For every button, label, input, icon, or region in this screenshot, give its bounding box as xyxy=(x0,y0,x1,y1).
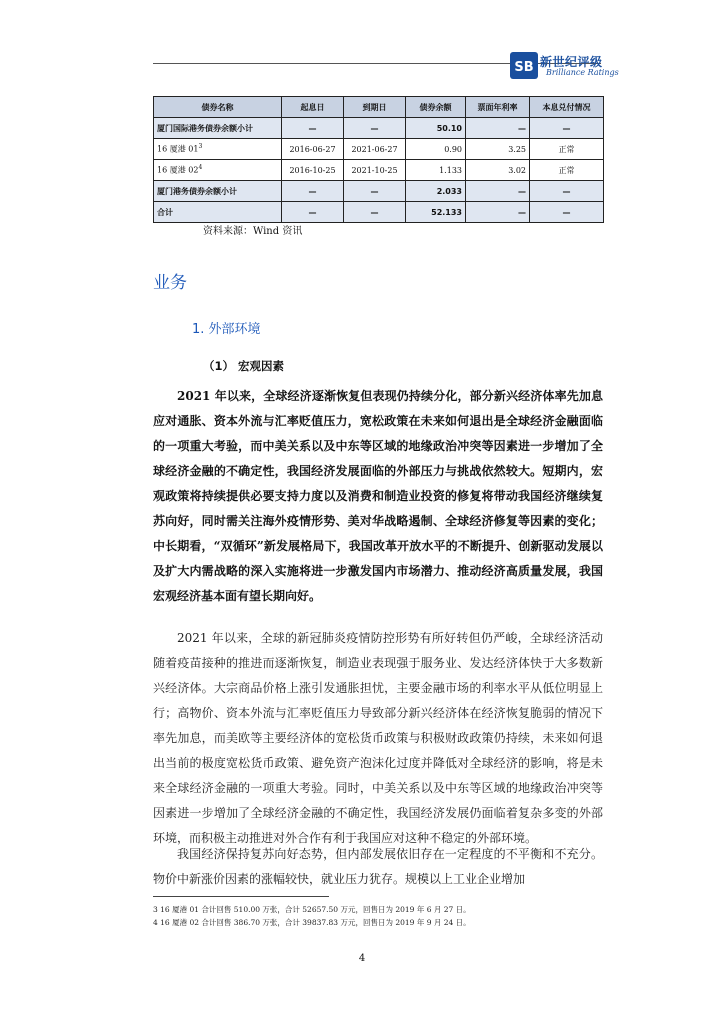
status-cell: — xyxy=(530,181,604,202)
status-cell: — xyxy=(530,202,604,223)
balance-cell: 2.033 xyxy=(406,181,466,202)
brand-logo xyxy=(510,52,619,80)
paragraph-domestic-economy: 我国经济保持复苏向好态势，但内部发展依旧存在一定程度的不平衡和不充分。物价中新涨价因素的涨幅较快，就业压力犹存。规模以上工业企业增加 xyxy=(153,847,603,886)
rate-cell: — xyxy=(466,181,530,202)
balance-cell: 52.133 xyxy=(406,202,466,223)
bond-name-cell: 厦门港务债券余额小计 xyxy=(154,181,282,202)
subsubsection-title: （1） 宏观因素 xyxy=(203,359,285,373)
end-date-cell: 2021-06-27 xyxy=(344,139,406,160)
start-date-cell: 2016-10-25 xyxy=(282,160,344,181)
column-header: 票面年利率 xyxy=(466,97,530,118)
table-row xyxy=(154,160,604,181)
bond-name-cell: 16 厦港 $02^4$ xyxy=(154,160,282,181)
column-header: 债券名称 xyxy=(154,97,282,118)
brand-logo-icon xyxy=(510,52,538,79)
column-header: 起息日 xyxy=(282,97,344,118)
end-date-cell: — xyxy=(344,202,406,223)
table-row xyxy=(154,202,604,223)
table-header-row xyxy=(154,97,604,118)
table-source-note: 资料来源：Wind 资讯 xyxy=(203,226,303,237)
table-row xyxy=(154,181,604,202)
footnote-rule xyxy=(153,896,329,897)
bond-name-cell: 16 厦港 $01^3$ xyxy=(154,139,282,160)
footnote-marker: 4 xyxy=(198,164,203,172)
balance-cell: 0.90 xyxy=(406,139,466,160)
start-date-cell: — xyxy=(282,181,344,202)
column-header: 债券余额 xyxy=(406,97,466,118)
rate-cell: — xyxy=(466,202,530,223)
rate-cell: 3.02 xyxy=(466,160,530,181)
column-header: 到期日 xyxy=(344,97,406,118)
table-row xyxy=(154,118,604,139)
balance-cell: 1.133 xyxy=(406,160,466,181)
rate-cell: 3.25 xyxy=(466,139,530,160)
footnote: 3 16 厦港 01 合计回售 510.00 万张，合计 52657.50 万元，回售日为 2019 年 6 月 27 日。 xyxy=(153,905,471,914)
page-number: 4 xyxy=(358,953,366,964)
bond-name-cell: 厦门国际港务债券余额小计 xyxy=(154,118,282,139)
footnote: 4 16 厦港 02 合计回售 386.70 万张，合计 39837.83 万元，回售日为 2019 年 9 月 24 日。 xyxy=(153,918,471,927)
logo-chinese-name: 新世纪评级 xyxy=(540,55,603,69)
footnote-marker: 3 xyxy=(198,143,203,151)
balance-cell: 50.10 xyxy=(406,118,466,139)
end-date-cell: — xyxy=(344,118,406,139)
start-date-cell: — xyxy=(282,202,344,223)
column-header: 本息兑付情况 xyxy=(530,97,604,118)
subsection-title: 1. 外部环境 xyxy=(192,322,261,337)
svg-text:SB: SB xyxy=(514,60,534,75)
paragraph-summary: 2021 年以来，全球经济逐渐恢复但表现仍持续分化，部分新兴经济体率先加息应对通胀、资本外流与汇率贬值压力，宽松政策在未来如何退出是全球经济金融面临的一项重大考验，而中美关系以及中东等区域的地缘政治冲突等因素进一步增加了全球经济金融的不确定性，我国经济发展面临的外部压力与挑战依然较大。短期内，宏观政策将持续提供必要支持力度以及消费和制造业投资的修复将带动我国经济继续复苏向好，同时需关注海外疫情形势、美对华战略遏制、全球经济修复等因素的变化；中长期看，“双循环”新发展格局下，我国改革开放水平的不断提升、创新驱动发展以及扩大内需战略的深入实施将进一步激发国内市场潜力、推动经济高质量发展，我国宏观经济基本面有望长期向好。 xyxy=(153,389,603,603)
start-date-cell: — xyxy=(282,118,344,139)
section-title: 业务 xyxy=(153,273,187,293)
bond-name-cell: 合计 xyxy=(154,202,282,223)
end-date-cell: 2021-10-25 xyxy=(344,160,406,181)
status-cell: — xyxy=(530,118,604,139)
table-row xyxy=(154,139,604,160)
logo-english-name: Brilliance Ratings xyxy=(546,68,619,77)
end-date-cell: — xyxy=(344,181,406,202)
status-cell: 正常 xyxy=(530,160,604,181)
paragraph-global-economy: 2021 年以来，全球的新冠肺炎疫情防控形势有所好转但仍严峻，全球经济活动随着疫苗接种的推进而逐渐恢复，制造业表现强于服务业、发达经济体快于大多数新兴经济体。大宗商品价格上涨引发通胀担忧，主要金融市场的利率水平从低位明显上行；高物价、资本外流与汇率贬值压力导致部分新兴经济体在经济恢复脆弱的情况下率先加息，而美欧等主要经济体的宽松货币政策与积极财政政策仍持续，未来如何退出当前的极度宽松货币政策、避免资产泡沫化过度并降低对全球经济的影响，将是未来全球经济金融的一项重大考验。同时，中美关系以及中东等区域的地缘政治冲突等因素进一步增加了全球经济金融的不确定性，我国经济发展仍面临着复杂多变的外部环境，而积极主动推进对外合作有利于我国应对这种不稳定的外部环境。 xyxy=(153,631,603,845)
status-cell: 正常 xyxy=(530,139,604,160)
start-date-cell: 2016-06-27 xyxy=(282,139,344,160)
rate-cell: — xyxy=(466,118,530,139)
bond-balance-table xyxy=(153,96,604,223)
